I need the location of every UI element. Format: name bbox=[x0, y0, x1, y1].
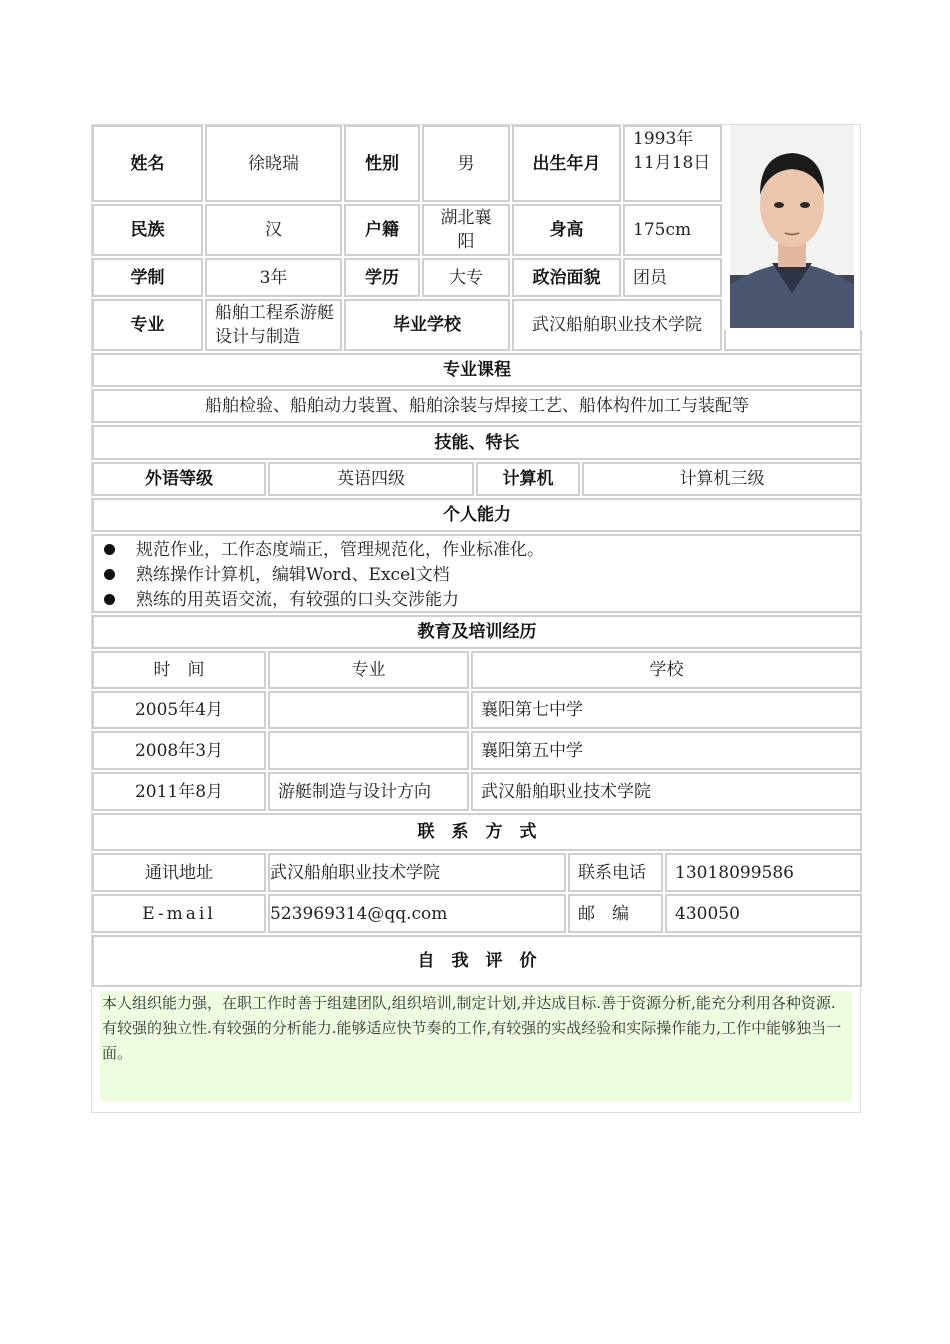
table-row-school: 襄阳第七中学 bbox=[471, 691, 862, 729]
ability-list bbox=[92, 534, 862, 613]
edu-header-school: 学校 bbox=[471, 651, 862, 689]
edu-label: 学历 bbox=[344, 258, 420, 297]
courses-content: 船舶检验、船舶动力装置、船舶涂装与焊接工艺、船体构件加工与装配等 bbox=[92, 389, 862, 423]
courses-title: 专业课程 bbox=[92, 353, 862, 387]
table-row-school: 武汉船舶职业技术学院 bbox=[471, 772, 862, 811]
ethnic-value: 汉 bbox=[205, 204, 342, 256]
list-item bbox=[104, 562, 844, 587]
ethnic-label: 民族 bbox=[92, 204, 203, 256]
gender-value: 男 bbox=[422, 125, 510, 202]
system-label: 学制 bbox=[92, 258, 203, 297]
bullet-icon bbox=[104, 569, 115, 580]
bullet-icon bbox=[104, 594, 115, 605]
phone-value: 13018099586 bbox=[665, 853, 862, 892]
hukou-label: 户籍 bbox=[344, 204, 420, 256]
table-row-time: 2008年3月 bbox=[92, 731, 266, 770]
hukou-value: 湖北襄阳 bbox=[422, 204, 510, 256]
edu-header-major: 专业 bbox=[268, 651, 469, 689]
edu-header-time: 时 间 bbox=[92, 651, 266, 689]
pc-label: 计算机 bbox=[476, 462, 580, 496]
table-row-major bbox=[268, 731, 469, 770]
photo-cell-bottom bbox=[724, 330, 862, 351]
name-value: 徐晓瑞 bbox=[205, 125, 342, 202]
politics-value: 团员 bbox=[623, 258, 722, 297]
address-label: 通讯地址 bbox=[92, 853, 266, 892]
resume-table bbox=[91, 124, 861, 1113]
politics-label: 政治面貌 bbox=[512, 258, 621, 297]
system-value: 3年 bbox=[205, 258, 342, 297]
lang-label: 外语等级 bbox=[92, 462, 266, 496]
address-value: 武汉船舶职业技术学院 bbox=[268, 853, 566, 892]
height-value: 175cm bbox=[623, 204, 722, 256]
portrait-image bbox=[730, 125, 854, 328]
ability-text: 熟练操作计算机，编辑Word、Excel文档 bbox=[136, 564, 450, 585]
list-item bbox=[104, 587, 844, 612]
gender-label: 性别 bbox=[344, 125, 420, 202]
table-row-time: 2011年8月 bbox=[92, 772, 266, 811]
birth-label: 出生年月 bbox=[512, 125, 621, 202]
bullet-icon bbox=[104, 544, 115, 555]
skills-title: 技能、特长 bbox=[92, 425, 862, 460]
major-label: 专业 bbox=[92, 299, 203, 351]
pc-value: 计算机三级 bbox=[582, 462, 862, 496]
edu-value: 大专 bbox=[422, 258, 510, 297]
school-label: 毕业学校 bbox=[344, 299, 510, 351]
major-value: 船舶工程系游艇设计与制造 bbox=[205, 299, 342, 351]
table-row-time: 2005年4月 bbox=[92, 691, 266, 729]
education-title: 教育及培训经历 bbox=[92, 615, 862, 649]
height-label: 身高 bbox=[512, 204, 621, 256]
contact-title: 联 系 方 式 bbox=[92, 813, 862, 851]
birth-value: 1993年11月18日 bbox=[623, 125, 722, 202]
phone-label: 联系电话 bbox=[568, 853, 663, 892]
zip-value: 430050 bbox=[665, 894, 862, 933]
evaluation-content: 本人组织能力强，在职工作时善于组建团队,组织培训,制定计划,并达成目标.善于资源分析,能充分利用各种资源.有较强的独立性.有较强的分析能力.能够适应快节奏的工作,有较强的实战经验和实际操作能力,工作中能够独当一面。 bbox=[100, 991, 852, 1101]
name-label: 姓名 bbox=[92, 125, 203, 202]
ability-title: 个人能力 bbox=[92, 498, 862, 532]
lang-value: 英语四级 bbox=[268, 462, 474, 496]
profile-photo bbox=[730, 125, 854, 328]
list-item bbox=[104, 537, 844, 562]
table-row-school: 襄阳第五中学 bbox=[471, 731, 862, 770]
table-row-major bbox=[268, 691, 469, 729]
zip-label: 邮 编 bbox=[568, 894, 663, 933]
evaluation-title: 自 我 评 价 bbox=[92, 935, 862, 987]
school-value: 武汉船舶职业技术学院 bbox=[512, 299, 722, 351]
email-label: E-mail bbox=[92, 894, 266, 933]
table-row-major: 游艇制造与设计方向 bbox=[268, 772, 469, 811]
ability-text: 熟练的用英语交流，有较强的口头交涉能力 bbox=[136, 589, 459, 610]
ability-text: 规范作业，工作态度端正，管理规范化，作业标准化。 bbox=[136, 539, 544, 560]
email-value: 523969314@qq.com bbox=[268, 894, 566, 933]
